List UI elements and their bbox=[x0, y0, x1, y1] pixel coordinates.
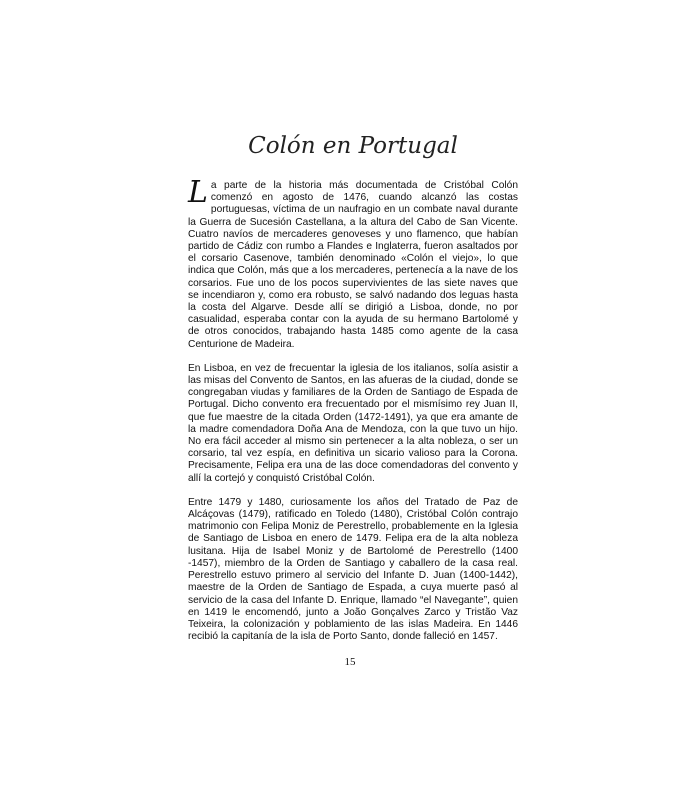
drop-cap: L bbox=[188, 175, 208, 210]
chapter-title: Colón en Portugal bbox=[248, 133, 458, 159]
paragraph-2: En Lisboa, en vez de frecuentar la iglesia de los italianos, solía asistir a las misas del Convento de Santos, en las afueras de la ciudad, donde se congregaban viudas y familiares de la Orden de Santiago de Espada de Portugal. Dicho convento era frecuentado por el mismísimo rey Juan II, que fue maestre de la citada Orden (1472-1491), ya que era amante de la madre comendadora Doña Ana de Mendoza, con la que tuvo un hijo. No era fácil acceder al mismo sin pertenecer a la alta nobleza, o ser un corsario, tal vez espía, en definitiva un sicario valioso para la Corona. Precisamente, Felipa era una de las doce comendadoras del convento y allí la cortejó y conquistó Cristóbal Colón. bbox=[188, 362, 518, 484]
paragraph-1 bbox=[188, 175, 518, 351]
body-text bbox=[188, 175, 518, 655]
page-number: 15 bbox=[344, 656, 356, 668]
paragraph-3: Entre 1479 y 1480, curiosamente los años del Tratado de Paz de Alcáçovas (1479), ratificado en Toledo (1480), Cristóbal Colón contrajo matrimonio con Felipa Moniz de Perestrello, probablemente en la Iglesia de Santiago de Lisboa en enero de 1479. Felipa era de la alta nobleza lusitana. Hija de Isabel Moniz y de Bartolomé de Perestrello (1400 -1457), miembro de la Orden de Santiago y caballero de la casa real. Perestrello estuvo primero al servicio del Infante D. Juan (1400-1442), maestre de la Orden de Santiago de Espada, a cuya muerte pasó al servicio de la casa del Infante D. Enrique, llamado “el Navegante”, quien en 1419 le encomendó, junto a João Gonçalves Zarco y Tristão Vaz Teixeira, la colonización y poblamiento de las islas Madeira. En 1446 recibió la capitanía de la isla de Porto Santo, donde falleció en 1457. bbox=[188, 496, 518, 643]
paragraph-1-text: a parte de la historia más documentada de Cristóbal Colón comenzó en agosto de 1476, cuando alcanzó las costas portuguesas, víctima de un naufragio en un combate naval durante la Guerra de Sucesión Castellana, a la altura del Cabo de San Vicente. Cuatro navíos de mercaderes genoveses y uno flamenco, que habían partido de Cádiz con rumbo a Flandes e Inglaterra, fueron asaltados por el corsario Casenove, también denominado «Colón el viejo», lo que indica que Colón, más que a los mercaderes, pertenecía a la nave de los corsarios. Fue uno de los pocos supervivientes de las siete naves que se incendiaron y, como era robusto, se salvó nadando dos leguas hasta la costa del Algarve. Desde allí se dirigió a Lisboa, donde, no por casualidad, esperaba contar con la ayuda de su hermano Bartolomé y de otros conocidos, trabajando hasta 1485 como agente de la casa Centurione de Madeira. bbox=[188, 180, 518, 350]
